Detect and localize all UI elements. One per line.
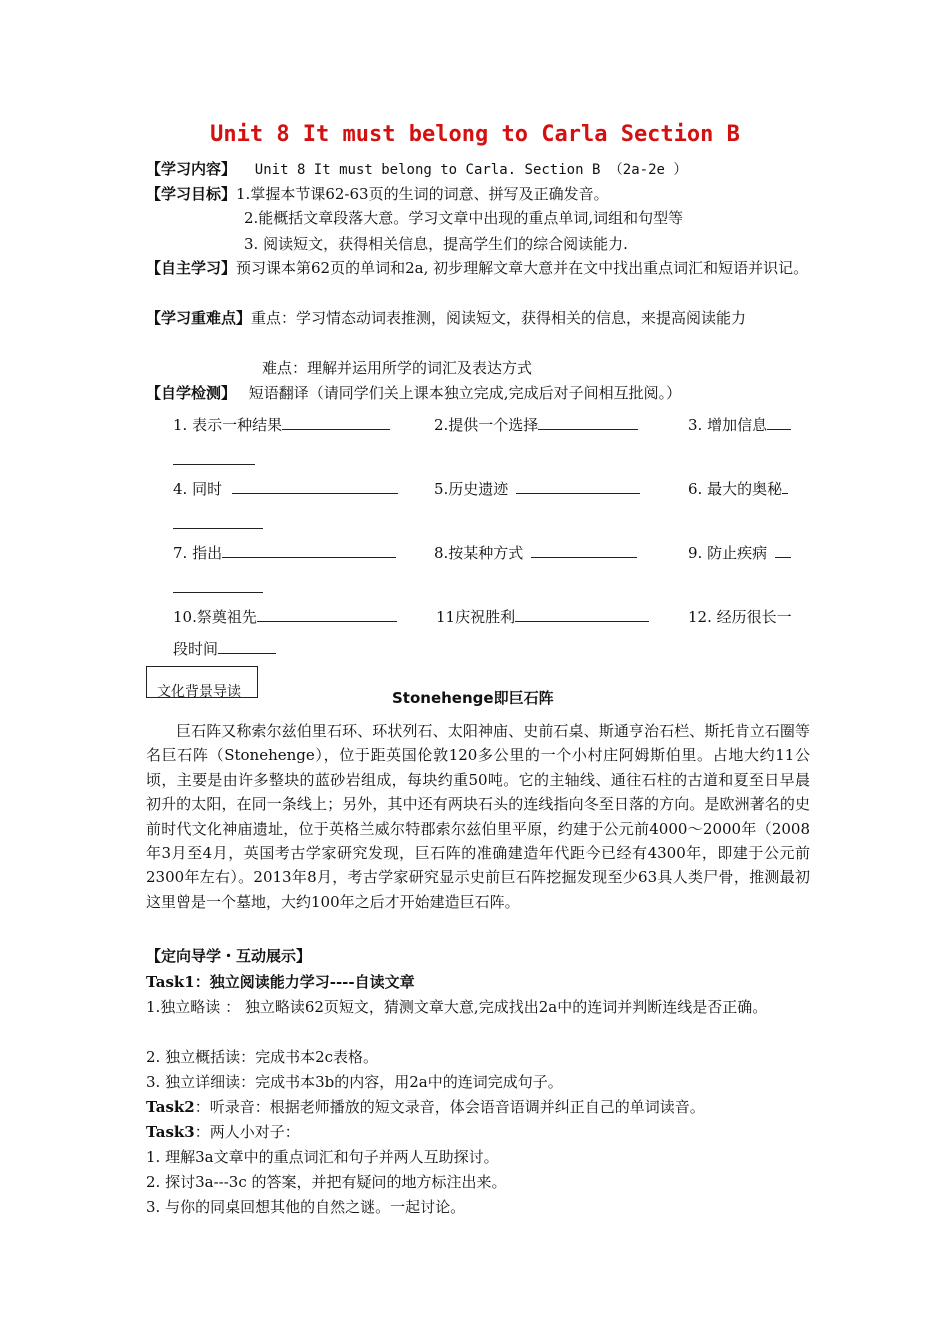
task1-item: 3. 独立详细读：完成书本3b的内容，用2a中的连词完成句子。 [146,1073,563,1091]
self-study-label: 【自主学习】 [146,259,237,277]
key-points-block [146,306,810,331]
task1-item: 2. 独立概括读：完成书本2c表格。 [146,1048,379,1066]
phrase-item: 7. 指出 [173,541,396,565]
answer-blank[interactable] [173,512,263,529]
task3-label: Task3 [146,1123,195,1141]
answer-blank[interactable] [173,448,255,465]
answer-blank[interactable] [515,605,649,622]
answer-blank[interactable] [782,477,788,494]
phrase-item: 6. 最大的奥秘 [688,477,788,501]
goals-row [146,182,609,206]
phrase-item: 2.提供一个选择 [434,413,638,437]
phrase-blank-continued [173,512,263,536]
content-label: 【学习内容】 [146,160,237,178]
goal-item: 3. 阅读短文，获得相关信息，提高学生们的综合阅读能力. [244,235,628,253]
answer-blank[interactable] [232,477,398,494]
culture-box [146,666,258,698]
content-row [146,157,687,182]
answer-blank[interactable] [173,576,263,593]
stonehenge-paragraph: 巨石阵又称索尔兹伯里石环、环状列石、太阳神庙、史前石桌、斯通亨治石栏、斯托肯立石圈等名巨石阵（Stonehenge），位于距英国伦敦120多公里的一个小村庄阿姆斯伯里。占地大约11公顷，主要是由许多整块的蓝砂岩组成，每块约重50吨。它的主轴线、通往石柱的古道和夏至日早晨初升的太阳，在同一条线上；另外，其中还有两块石头的连线指向冬至日落的方向。是欧洲著名的史前时代文化神庙遗址，位于英格兰威尔特郡索尔兹伯里平原，约建于公元前4000～2000年（2008年3月至4月，英国考古学家研究发现，巨石阵的准确建造年代距今已经有4300年，即建于公元前2300年左右）。2013年8月，考古学家研究显示史前巨石阵挖掘发现至少63具人类尸骨，推测最初这里曾是一个墓地，大约100年之后才开始建造巨石阵。 [146,722,810,911]
phrase-blank-continued [173,448,255,472]
answer-blank[interactable] [282,413,390,430]
key-point-text: 重点：学习情态动词表推测，阅读短文，获得相关的信息，来提高阅读能力 [251,309,747,327]
self-study-block [146,256,810,281]
answer-blank[interactable] [538,413,638,430]
task3-item: 3. 与你的同桌回想其他的自然之谜。一起讨论。 [146,1198,466,1216]
phrase-item: 10.祭奠祖先 [173,605,397,629]
phrase-item: 4. 同时 [173,477,398,501]
guide-label: 【定向导学・互动展示】 [146,947,312,965]
goal-item: 1.掌握本节课62-63页的生词的词意、拼写及正确发音。 [236,185,609,203]
phrase-item: 1. 表示一种结果 [173,413,390,437]
self-check-row [146,381,681,405]
phrase-item: 12. 经历很长一 [688,608,792,626]
phrase-item: 3. 增加信息 [688,413,791,437]
answer-blank[interactable] [218,637,276,654]
phrase-blank-continued [173,576,263,600]
goal-item: 2.能概括文章段落大意。学习文章中出现的重点单词,词组和句型等 [244,209,684,227]
difficult-point-text: 难点：理解并运用所学的词汇及表达方式 [262,359,533,377]
task3-text: ：两人小对子： [194,1123,300,1141]
task3-item: 1. 理解3a文章中的重点词汇和句子并两人互助探讨。 [146,1148,499,1166]
key-points-label: 【学习重难点】 [146,309,252,327]
phrase-item: 9. 防止疾病 [688,541,791,565]
phrase-item: 段时间 [173,637,276,661]
answer-blank[interactable] [257,605,397,622]
content-text: Unit 8 It must belong to Carla. Section B （2a-2e ） [254,162,688,178]
culture-box-label: 文化背景导读 [157,684,241,700]
phrase-item: 5.历史遗迹 [434,477,640,501]
task2-text: ：听录音：根据老师播放的短文录音，体会语音语调并纠正自己的单词读音。 [194,1098,705,1116]
self-check-label: 【自学检测】 [146,384,237,402]
task3-item: 2. 探讨3a---3c 的答案，并把有疑问的地方标注出来。 [146,1173,507,1191]
task2-label: Task2 [146,1098,195,1116]
phrase-item: 11庆祝胜利 [436,605,649,629]
self-check-instruction: 短语翻译（请同学们关上课本独立完成,完成后对子间相互批阅。） [248,384,682,402]
self-study-text: 预习课本第62页的单词和2a, 初步理解文章大意并在文中找出重点词汇和短语并识记。 [236,259,809,277]
task1-title: Task1：独立阅读能力学习----自读文章 [146,973,415,991]
answer-blank[interactable] [222,541,396,558]
task2-row [146,1095,705,1119]
answer-blank[interactable] [516,477,640,494]
stonehenge-title: Stonehenge即巨石阵 [392,689,554,707]
answer-blank[interactable] [767,413,791,430]
task1-item: 1.独立略读 ： 独立略读62页短文，猜测文章大意,完成找出2a中的连词并判断连线是否正确。 [146,998,768,1016]
answer-blank[interactable] [531,541,637,558]
goals-label: 【学习目标】 [146,185,237,203]
task3-row [146,1120,300,1144]
phrase-item: 8.按某种方式 [434,541,637,565]
answer-blank[interactable] [775,541,791,558]
page-title: Unit 8 It must belong to Carla Section B [210,122,740,147]
